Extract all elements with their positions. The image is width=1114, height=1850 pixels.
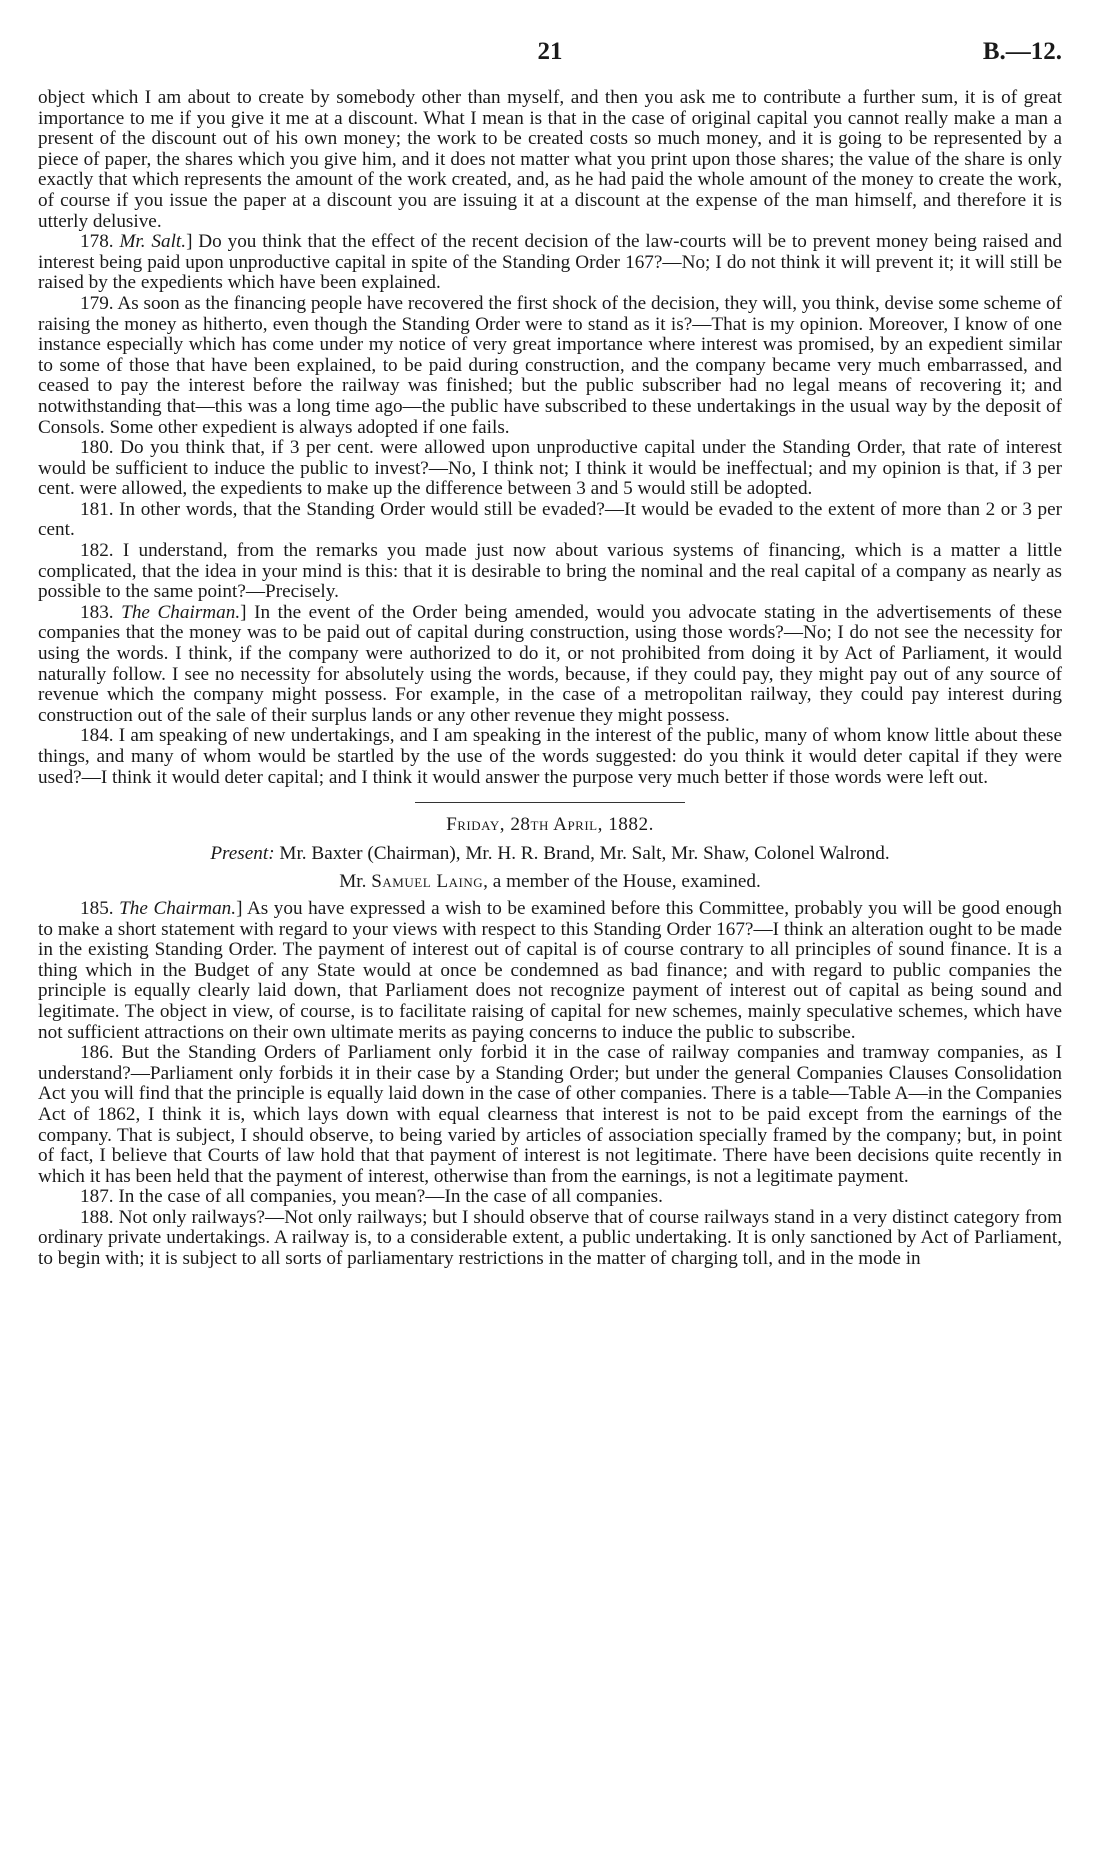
question-text: ] Do you think that the effect of the recent decision of the law-courts will be to prevent money being raised and interest being paid upon unproductive capital in spite of the Standing Order 167?—No; I do not think it will prevent it; it will still be raised by the expedients which have been explained. (38, 231, 1063, 294)
present-label: Present: (210, 842, 275, 864)
present-line (38, 844, 1062, 865)
question-178 (38, 232, 1062, 294)
witness-prefix: Mr. (339, 871, 372, 893)
speaker-name: The Chairman. (121, 601, 241, 623)
question-number: 178. (80, 231, 114, 253)
speaker-name: The Chairman. (119, 897, 237, 919)
question-text: ] As you have expressed a wish to be examined before this Committee, probably you will be good enough to make a short statement with regard to your views with respect to this Standing Order 167?—I think an alteration ought to be made in the existing Standing Order. The payment of interest out of capital is of course contrary to all principles of sound finance. It is a thing which in the Budget of any State would at once be condemned as bad finance; and with regard to public companies the principle is equally clearly laid down, that Parliament does not recognize payment of interest out of capital as being sound and legitimate. The object in view, of course, is to facilitate raising of capital for new schemes, mainly speculative schemes, which have not sufficient attractions on their own ultimate merits as paying concerns to induce the public to subscribe. (38, 897, 1063, 1043)
question-number: 183. (80, 601, 114, 623)
question-180: 180. Do you think that, if 3 per cent. were allowed upon unproductive capital under the Standing Order, that rate of interest would be sufficient to induce the public to invest?—No, I think not; I think it would be ineffectual; and my opinion is that, if 3 per cent. were allowed, the expedients to make up the difference between 3 and 5 would still be adopted. (38, 437, 1062, 500)
question-185 (38, 899, 1062, 1043)
page-header (38, 38, 1062, 74)
speaker-name: Mr. Salt. (119, 231, 187, 253)
question-text: ] In the event of the Order being amended, would you advocate stating in the advertisements of these companies that the money was to be paid out of capital during construction, using those words?—No; I do not see the necessity for using the words. I think, if the company were authorized to do it, or not prohibited from doing it by Act of Parliament, it would naturally follow. I see no necessity for absolutely using the words, because, if they could pay, they might pay out of any source of revenue which the company might possess. For example, in the case of a metropolitan railway, they could pay interest during construction out of the sale of their surplus lands or any other revenue they might possess. (38, 601, 1063, 726)
question-182: 182. I understand, from the remarks you made just now about various systems of financing, which is a matter a little complicated, that the idea in your mind is this: that it is desirable to bring the nominal and the real capital of a company as nearly as possible to the same point?—Precisely. (38, 540, 1062, 603)
question-186: 186. But the Standing Orders of Parliament only forbid it in the case of railway companies and tramway companies, as I understand?—Parliament only forbids it in their case by a Standing Order; but under the general Companies Clauses Consolidation Act you will find that the principle is equally laid down in the case of other companies. There is a table—Table A—in the Companies Act of 1862, I think it is, which lays down with equal clearness that interest is not to be paid except from the earnings of the company. That is subject, I should observe, to being varied by articles of association specially framed by the company; but, in point of fact, I believe that Courts of law hold that that payment of interest is not legitimate. There have been decisions quite recently in which it has been held that the payment of interest, otherwise than from the earnings, is not a legitimate payment. (38, 1042, 1062, 1187)
document-body (38, 88, 1062, 1270)
witness-line (38, 872, 1062, 893)
question-179: 179. As soon as the financing people have recovered the first shock of the decision, they will, you think, devise some scheme of raising the money as hitherto, even though the Standing Order were to stand as it is?—That is my opinion. Moreover, I know of one instance especially which has come under my notice of very great importance where interest was promised, by an expedient similar to some of those that have been explained, to be paid during construction, and the company became very much embarrassed, and ceased to pay the interest before the railway was finished; but the public subscriber had no legal means of recovering it; and notwithstanding that—this was a long time ago—the public have subscribed to these undertakings in the usual way by the deposit of Consols. Some other expedient is always adopted if one fails. (38, 292, 1062, 438)
question-187: 187. In the case of all companies, you mean?—In the case of all companies. (80, 1186, 663, 1208)
session-date: Friday, 28th April, 1882. (446, 814, 654, 836)
question-181: 181. In other words, that the Standing Order would still be evaded?—It would be evaded to the extent of more than 2 or 3 per cent. (38, 498, 1062, 541)
question-184: 184. I am speaking of new undertakings, and I am speaking in the interest of the public, many of whom know little about these things, and many of whom would be startled by the use of the words suggested: do you think it would deter capital if they were used?—I think it would deter capital; and I think it would answer the purpose very much better if those words were left out. (38, 725, 1062, 788)
question-number: 185. (80, 897, 114, 919)
question-183 (38, 603, 1062, 727)
page-number: 21 (537, 38, 563, 65)
witness-suffix: , a member of the House, examined. (483, 871, 761, 893)
witness-name: Samuel Laing (371, 871, 484, 893)
section-divider (415, 802, 685, 803)
paragraph-continuation: object which I am about to create by somebody other than myself, and then you ask me to contribute a further sum, it is of great importance to me if you give it me at a discount. What I mean is that in the case of original capital you cannot really make a man a present of the discount out of his own money; the work to be created costs so much money, and it is going to be represented by a piece of paper, the shares which you give him, and it does not matter what you print upon those shares; the value of the share is only exactly that which represents the amount of the work created, and, as he had paid the whole amount of the money to create the work, of course if you issue the paper at a discount you are issuing it at a discount at the expense of the man himself, and therefore it is utterly delusive. (38, 87, 1062, 232)
question-188: 188. Not only railways?—Not only railways; but I should observe that of course railways stand in a very distinct category from ordinary private undertakings. A railway is, to a considerable extent, a public undertaking. It is only sanctioned by Act of Parliament, to begin with; it is subject to all sorts of parliamentary restrictions in the matter of charging toll, and in the mode in (38, 1206, 1062, 1270)
document-code: B.—12. (982, 38, 1062, 65)
present-members: Mr. Baxter (Chairman), Mr. H. R. Brand, Mr. Salt, Mr. Shaw, Colonel Walrond. (274, 842, 890, 864)
